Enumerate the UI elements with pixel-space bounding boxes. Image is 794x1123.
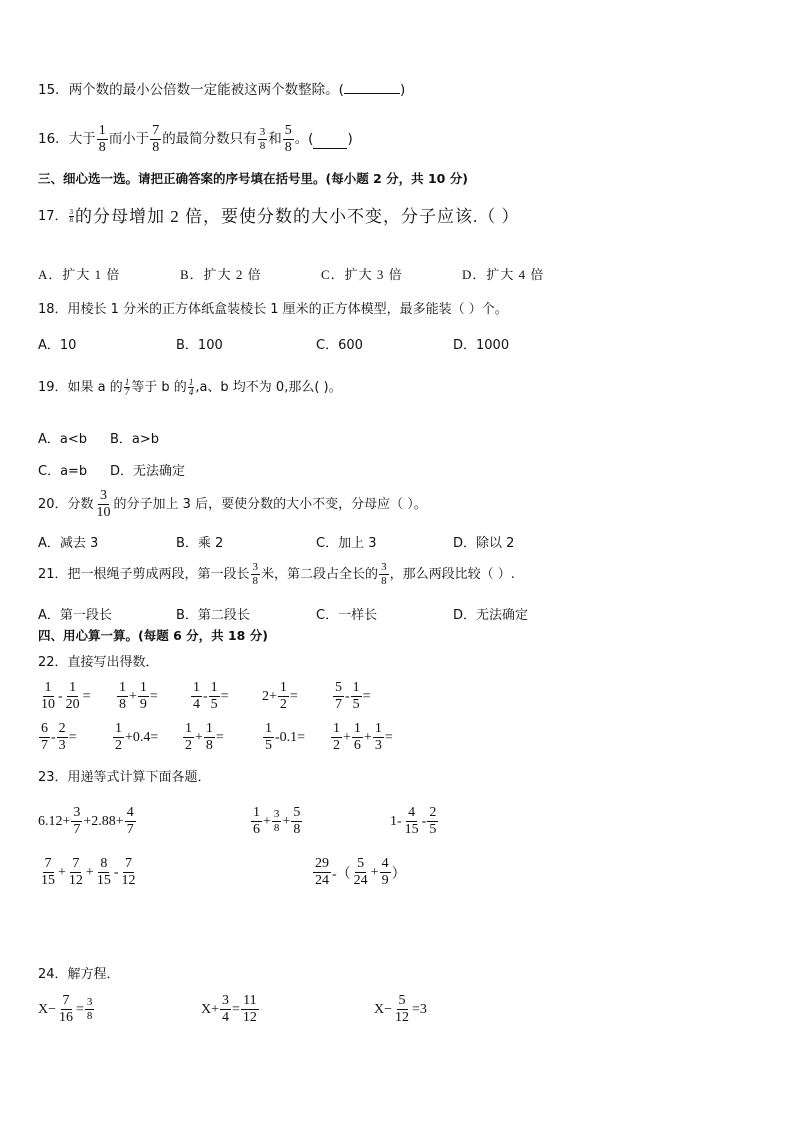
operator: + [195, 729, 203, 745]
q22-expr-10 [330, 722, 393, 753]
fraction [64, 681, 82, 712]
denominator: 8 [119, 697, 126, 712]
numerator: 1 [185, 721, 192, 736]
denominator: 4 [222, 1010, 230, 1025]
numerator: 1 [44, 680, 52, 695]
fraction [333, 681, 344, 712]
denominator: 7 [335, 697, 342, 712]
numerator: 7 [124, 856, 132, 871]
denominator: 8 [205, 738, 213, 753]
numerator: 3 [252, 561, 259, 573]
denominator: 12 [121, 873, 136, 888]
numerator: 5 [335, 680, 342, 695]
fraction [69, 209, 75, 224]
fraction [117, 681, 128, 712]
fraction [373, 722, 384, 753]
operator: - [203, 688, 208, 704]
answer-blank[interactable] [344, 92, 400, 94]
q21-option-d[interactable]: D．无法确定 [453, 608, 529, 623]
q20-option-a[interactable]: A．减去 3 [38, 536, 99, 551]
fraction [85, 997, 95, 1022]
equals: = [215, 729, 224, 745]
numerator: 7 [72, 856, 80, 871]
equals: = [384, 729, 393, 745]
denominator: 4 [188, 387, 194, 397]
denominator: 15 [96, 873, 111, 888]
numerator: 5 [398, 993, 406, 1008]
equals: = [412, 1001, 420, 1017]
operator: + [58, 864, 66, 880]
denominator: 20 [65, 697, 80, 712]
q16-text: 的最简分数只有 [162, 130, 257, 147]
denominator: 16 [59, 1010, 74, 1025]
denominator: 8 [98, 140, 106, 155]
operand: X+ [201, 1001, 220, 1017]
q19-text: ,a、b 均不为 0,那么( )。 [195, 380, 342, 395]
q16-text: 和 [268, 130, 282, 147]
fraction [331, 722, 342, 753]
numerator: 6 [41, 721, 48, 736]
q18-option-b[interactable]: B．100 [176, 338, 223, 353]
numerator: 3 [259, 126, 266, 138]
fraction [57, 722, 68, 753]
q24-equation-2 [201, 994, 260, 1025]
fraction [380, 857, 391, 888]
q17-option-a[interactable]: A．扩大 1 倍 [38, 267, 121, 282]
fraction [95, 489, 113, 520]
numerator: 1 [69, 680, 77, 695]
q23-expr-5 [312, 857, 406, 888]
q21-option-b[interactable]: B．第二段长 [176, 608, 250, 623]
operator: + [282, 813, 291, 829]
fraction [119, 857, 137, 888]
q23-expr-3 [390, 806, 439, 837]
numerator: 3 [222, 993, 230, 1008]
equals: = [68, 729, 77, 745]
answer-blank[interactable] [313, 147, 347, 149]
question-22-title: 22．直接写出得数． [38, 655, 159, 670]
denominator: 8 [69, 216, 74, 224]
denominator: 12 [395, 1010, 410, 1025]
numerator: 3 [69, 208, 74, 216]
operator: + [363, 729, 372, 745]
denominator: 24 [353, 873, 368, 888]
fraction [352, 722, 363, 753]
denominator: 8 [259, 140, 266, 152]
q17-option-c[interactable]: C．扩大 3 倍 [321, 267, 403, 282]
fraction [150, 124, 161, 155]
numerator: 4 [126, 805, 134, 820]
equals: = [149, 688, 158, 704]
denominator: 8 [284, 140, 292, 155]
numerator: 1 [124, 377, 130, 387]
denominator: 7 [41, 738, 48, 753]
fraction [251, 806, 262, 837]
numerator: 3 [86, 996, 93, 1008]
numerator: 7 [44, 856, 52, 871]
question-16 [38, 124, 353, 155]
numerator: 1 [210, 680, 218, 695]
numerator: 2 [58, 721, 66, 736]
numerator: 4 [381, 856, 389, 871]
numerator: 1 [193, 680, 200, 695]
operator: - [113, 864, 119, 880]
q15-close: ) [399, 82, 406, 98]
fraction [204, 722, 215, 753]
numerator: 3 [73, 805, 81, 820]
q16-close: ) [347, 130, 353, 147]
q21-option-c[interactable]: C．一样长 [316, 608, 378, 623]
fraction [427, 806, 438, 837]
operand: 2+ [262, 688, 277, 704]
q16-text: 。( [294, 130, 314, 147]
numerator: 1 [115, 721, 122, 736]
denominator: 5 [210, 697, 218, 712]
fraction [71, 806, 82, 837]
denominator: 5 [265, 738, 272, 753]
fraction [241, 994, 259, 1025]
q19-option-c[interactable]: C．a=b [38, 464, 88, 479]
fraction [57, 994, 75, 1025]
fraction [39, 722, 50, 753]
fraction [220, 994, 231, 1025]
q19-option-b[interactable]: B．a>b [110, 432, 160, 447]
q19-option-a[interactable]: A．a<b [38, 432, 88, 447]
q20-option-d[interactable]: D．除以 2 [453, 536, 515, 551]
numerator: 1 [352, 680, 360, 695]
operator: - [51, 729, 56, 745]
fraction [258, 127, 268, 152]
q19-option-d[interactable]: D．无法确定 [110, 464, 186, 479]
denominator: 8 [152, 140, 160, 155]
denominator: 8 [381, 575, 387, 587]
numerator: 5 [284, 123, 292, 138]
section-heading-3: 三、细心选一选。请把正确答案的序号填在括号里。(每小题 2 分，共 10 分) [38, 171, 468, 186]
operand: X− [38, 1001, 57, 1017]
equals: = [76, 1001, 84, 1017]
denominator: 3 [58, 738, 66, 753]
q23-expr-1 [38, 806, 137, 837]
q15-text: 两个数的最小公倍数一定能被这两个数整除。( [68, 82, 344, 98]
fraction [379, 562, 389, 587]
fraction [39, 857, 57, 888]
fraction [67, 857, 85, 888]
numerator: 4 [408, 805, 416, 820]
q22-expr-2 [116, 681, 158, 712]
q22-expr-4 [262, 681, 298, 712]
numerator: 1 [119, 680, 126, 695]
q20-text: 的分子加上 3 后，要使分数的大小不变，分母应（ ）。 [113, 497, 427, 512]
fraction [188, 378, 195, 397]
fraction [313, 857, 331, 888]
fraction [125, 806, 136, 837]
numerator: 7 [152, 123, 160, 138]
denominator: 9 [139, 697, 147, 712]
denominator: 8 [86, 1010, 93, 1022]
q22-expr-7 [112, 722, 158, 753]
q20-number: 20．分数 [38, 497, 94, 512]
denominator: 5 [429, 822, 437, 837]
q16-number: 16． [38, 130, 69, 147]
denominator: 8 [252, 575, 259, 587]
question-19 [38, 378, 342, 397]
operator: + [370, 864, 379, 880]
denominator: 12 [242, 1010, 257, 1025]
fraction [251, 562, 261, 587]
numerator: 3 [273, 808, 280, 820]
q22-expr-6 [38, 722, 77, 753]
question-15 [38, 84, 405, 98]
q17-option-b[interactable]: B．扩大 2 倍 [180, 267, 262, 282]
denominator: 2 [279, 697, 287, 712]
fraction [138, 681, 149, 712]
operand: +0.4= [125, 729, 159, 745]
numerator: 1 [374, 721, 382, 736]
q22-expr-3 [190, 681, 229, 712]
denominator: 15 [41, 873, 55, 888]
denominator: 6 [253, 822, 260, 837]
q17-number: 17． [38, 209, 68, 224]
question-21 [38, 562, 515, 587]
equals: = [289, 688, 298, 704]
denominator: 9 [381, 873, 389, 888]
fraction [113, 722, 124, 753]
q20-option-b[interactable]: B．乘 2 [176, 536, 224, 551]
q24-equation-1 [38, 994, 95, 1025]
numerator: 5 [357, 856, 365, 871]
denominator: 10 [96, 505, 111, 520]
fraction [209, 681, 220, 712]
numerator: 11 [243, 993, 257, 1008]
denominator: 7 [73, 822, 81, 837]
operand: -0.1= [275, 729, 306, 745]
q21-number: 21．把一根绳子剪成两段，第一段长 [38, 567, 250, 582]
numerator: 1 [188, 377, 194, 387]
fraction [272, 809, 282, 834]
denominator: 2 [333, 738, 340, 753]
fraction [39, 681, 57, 712]
operator: - [58, 688, 63, 704]
operand: 1- [390, 813, 402, 829]
operator: + [129, 688, 137, 704]
fraction [352, 857, 370, 888]
numerator: 1 [265, 721, 272, 736]
fraction [124, 378, 131, 397]
q15-number: 15． [38, 82, 69, 98]
numerator: 5 [293, 805, 301, 820]
numerator: 1 [253, 805, 260, 820]
fraction [283, 124, 294, 155]
denominator: 7 [124, 387, 130, 397]
numerator: 1 [205, 721, 213, 736]
denominator: 2 [185, 738, 192, 753]
q22-expr-8 [182, 722, 224, 753]
numerator: 8 [100, 856, 108, 871]
operand: 6.12+ [38, 813, 71, 829]
denominator: 10 [41, 697, 55, 712]
q18-option-d[interactable]: D．1000 [453, 338, 510, 353]
q19-number: 19．如果 a 的 [38, 380, 123, 395]
denominator: 7 [126, 822, 134, 837]
operator: + [343, 729, 351, 745]
fraction [183, 722, 194, 753]
q21-text: 米，第二段占全长的 [261, 567, 379, 582]
q21-option-a[interactable]: A．第一段长 [38, 608, 112, 623]
fraction [291, 806, 302, 837]
numerator: 3 [381, 561, 387, 573]
question-24-title: 24．解方程． [38, 967, 120, 982]
fraction [97, 124, 108, 155]
q24-equation-3 [374, 994, 427, 1025]
operand: -（ [332, 866, 351, 882]
q21-text: ，那么两段比较（ ）. [389, 567, 515, 582]
q17-text: 的分母增加 2 倍，要使分数的大小不变，分子应该.（ ） [75, 207, 520, 226]
numerator: 1 [333, 721, 340, 736]
equals: = [82, 688, 91, 704]
numerator: 29 [315, 856, 329, 871]
operand: X− [374, 1001, 393, 1017]
numerator: 1 [139, 680, 147, 695]
denominator: 12 [68, 873, 83, 888]
q16-text: 大于 [68, 130, 96, 147]
equals: = [220, 688, 229, 704]
fraction [393, 994, 411, 1025]
denominator: 8 [293, 822, 301, 837]
denominator: 8 [273, 822, 280, 834]
q19-text: 等于 b 的 [131, 380, 187, 395]
fraction [351, 681, 362, 712]
fraction [263, 722, 274, 753]
q17-option-d[interactable]: D．扩大 4 倍 [462, 267, 545, 282]
fraction [403, 806, 421, 837]
operand: ） [391, 866, 406, 882]
question-18: 18．用棱长 1 分米的正方体纸盒装棱长 1 厘米的正方体模型，最多能装（ ）个。 [38, 302, 508, 317]
q22-expr-1 [38, 681, 91, 712]
numerator: 1 [279, 680, 287, 695]
fraction [95, 857, 113, 888]
q22-expr-9 [262, 722, 305, 753]
equals: = [232, 1001, 240, 1017]
denominator: 24 [315, 873, 329, 888]
numerator: 7 [62, 993, 70, 1008]
operand: +2.88+ [83, 813, 124, 829]
operator: - [421, 813, 427, 829]
q22-expr-5 [332, 681, 371, 712]
numerator: 3 [100, 488, 108, 503]
equals: = [362, 688, 371, 704]
section-heading-4: 四、用心算一算。(每题 6 分，共 18 分) [38, 628, 268, 643]
denominator: 15 [404, 822, 419, 837]
denominator: 2 [115, 738, 122, 753]
q18-option-c[interactable]: C．600 [316, 338, 363, 353]
denominator: 4 [193, 697, 200, 712]
q16-text: 而小于 [108, 130, 150, 147]
denominator: 5 [352, 697, 360, 712]
operator: + [263, 813, 271, 829]
question-20 [38, 489, 427, 520]
question-23-title: 23．用递等式计算下面各题． [38, 770, 211, 785]
denominator: 3 [374, 738, 382, 753]
q23-expr-2 [250, 806, 303, 837]
denominator: 6 [353, 738, 361, 753]
operator: + [85, 864, 94, 880]
q20-option-c[interactable]: C．加上 3 [316, 536, 377, 551]
numerator: 1 [353, 721, 361, 736]
q23-expr-4 [38, 857, 138, 888]
fraction [278, 681, 289, 712]
q18-option-a[interactable]: A．10 [38, 338, 77, 353]
numerator: 1 [98, 123, 106, 138]
operator: - [345, 688, 350, 704]
question-17 [38, 208, 520, 225]
fraction [191, 681, 202, 712]
operand: 3 [419, 1001, 427, 1017]
numerator: 2 [429, 805, 437, 820]
